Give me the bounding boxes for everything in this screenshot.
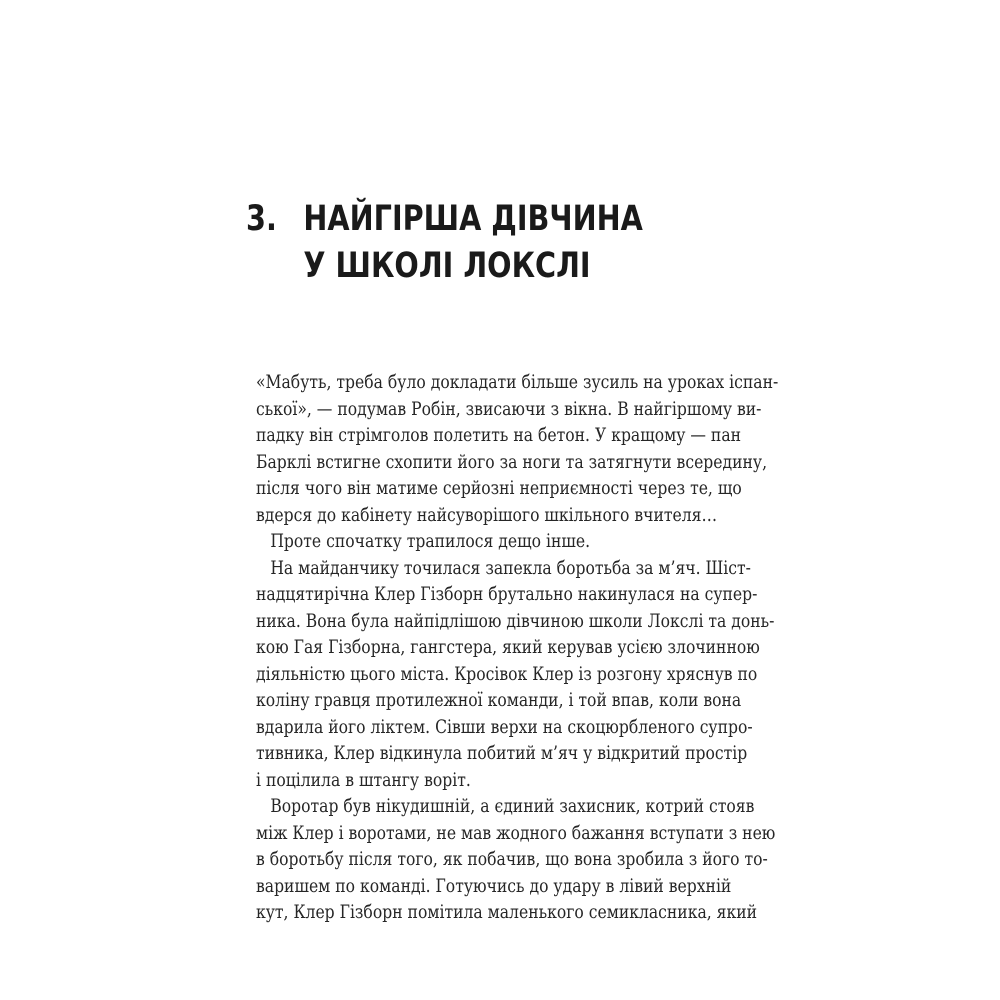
text-line: і поцілила в штангу воріт. bbox=[256, 769, 471, 791]
text-line: ника. Вона була найпідлішою дівчиною школи Локслі та донь- bbox=[256, 610, 775, 632]
text-line: Воротар був нікудишній, а єдиний захисник, котрий стояв bbox=[270, 796, 755, 817]
chapter-heading-line-1 bbox=[246, 196, 672, 243]
text-line: вдерся до кабінету найсуворішого шкільного вчителя… bbox=[256, 504, 718, 526]
text-line: Проте спочатку трапилося дещо інше. bbox=[270, 531, 591, 552]
text-line: падку він стрімголов полетить на бетон. У кращому — пан bbox=[256, 425, 742, 446]
chapter-title-line-1: НАЙГІРША ДІВЧИНА bbox=[303, 199, 643, 239]
chapter-heading bbox=[246, 196, 672, 290]
text-line: На майданчику точилася запекла боротьба за м’яч. Шіст- bbox=[270, 557, 751, 579]
chapter-heading-line-2 bbox=[246, 243, 672, 290]
text-line: в боротьбу після того, як побачив, що вона зробила з його то- bbox=[256, 849, 768, 870]
text-line: кут, Клер Гізборн помітила маленького семикласника, який bbox=[256, 902, 758, 923]
text-line: коліну гравця протилежної команди, і той впав, коли вона bbox=[256, 690, 742, 711]
text-line: надцятирічна Клер Гізборн брутально накинулася на супер- bbox=[256, 584, 758, 605]
text-line: ської», — подумав Робін, звисаючи з вікна. В найгіршому ви- bbox=[256, 398, 762, 420]
chapter-title-line-2: У ШКОЛІ ЛОКСЛІ bbox=[303, 246, 591, 286]
text-line: діяльністю цього міста. Кросівок Клер із розгону хряснув по bbox=[256, 663, 758, 685]
text-line: між Клер і воротами, не мав жодного бажання вступати з нею bbox=[256, 822, 776, 844]
body-text bbox=[256, 370, 779, 927]
text-line: варишем по команді. Готуючись до удару в лівий верхній bbox=[256, 875, 732, 897]
text-line: Барклі встигне схопити його за ноги та затягнути всередину, bbox=[256, 451, 768, 473]
chapter-number: 3. bbox=[246, 199, 277, 239]
text-line: після чого він матиме серйозні неприємності через те, що bbox=[256, 478, 742, 499]
text-line: «Мабуть, треба було докладати більше зусиль на уроках іспан- bbox=[256, 372, 779, 393]
text-line: тивника, Клер відкинула побитий м’яч у відкритий простір bbox=[256, 743, 748, 764]
text-line: вдарила його ліктем. Сівши верхи на скоцюрбленого супро- bbox=[256, 716, 753, 738]
text-line: кою Гая Гізборна, гангстера, який керував усією злочинною bbox=[256, 637, 760, 658]
